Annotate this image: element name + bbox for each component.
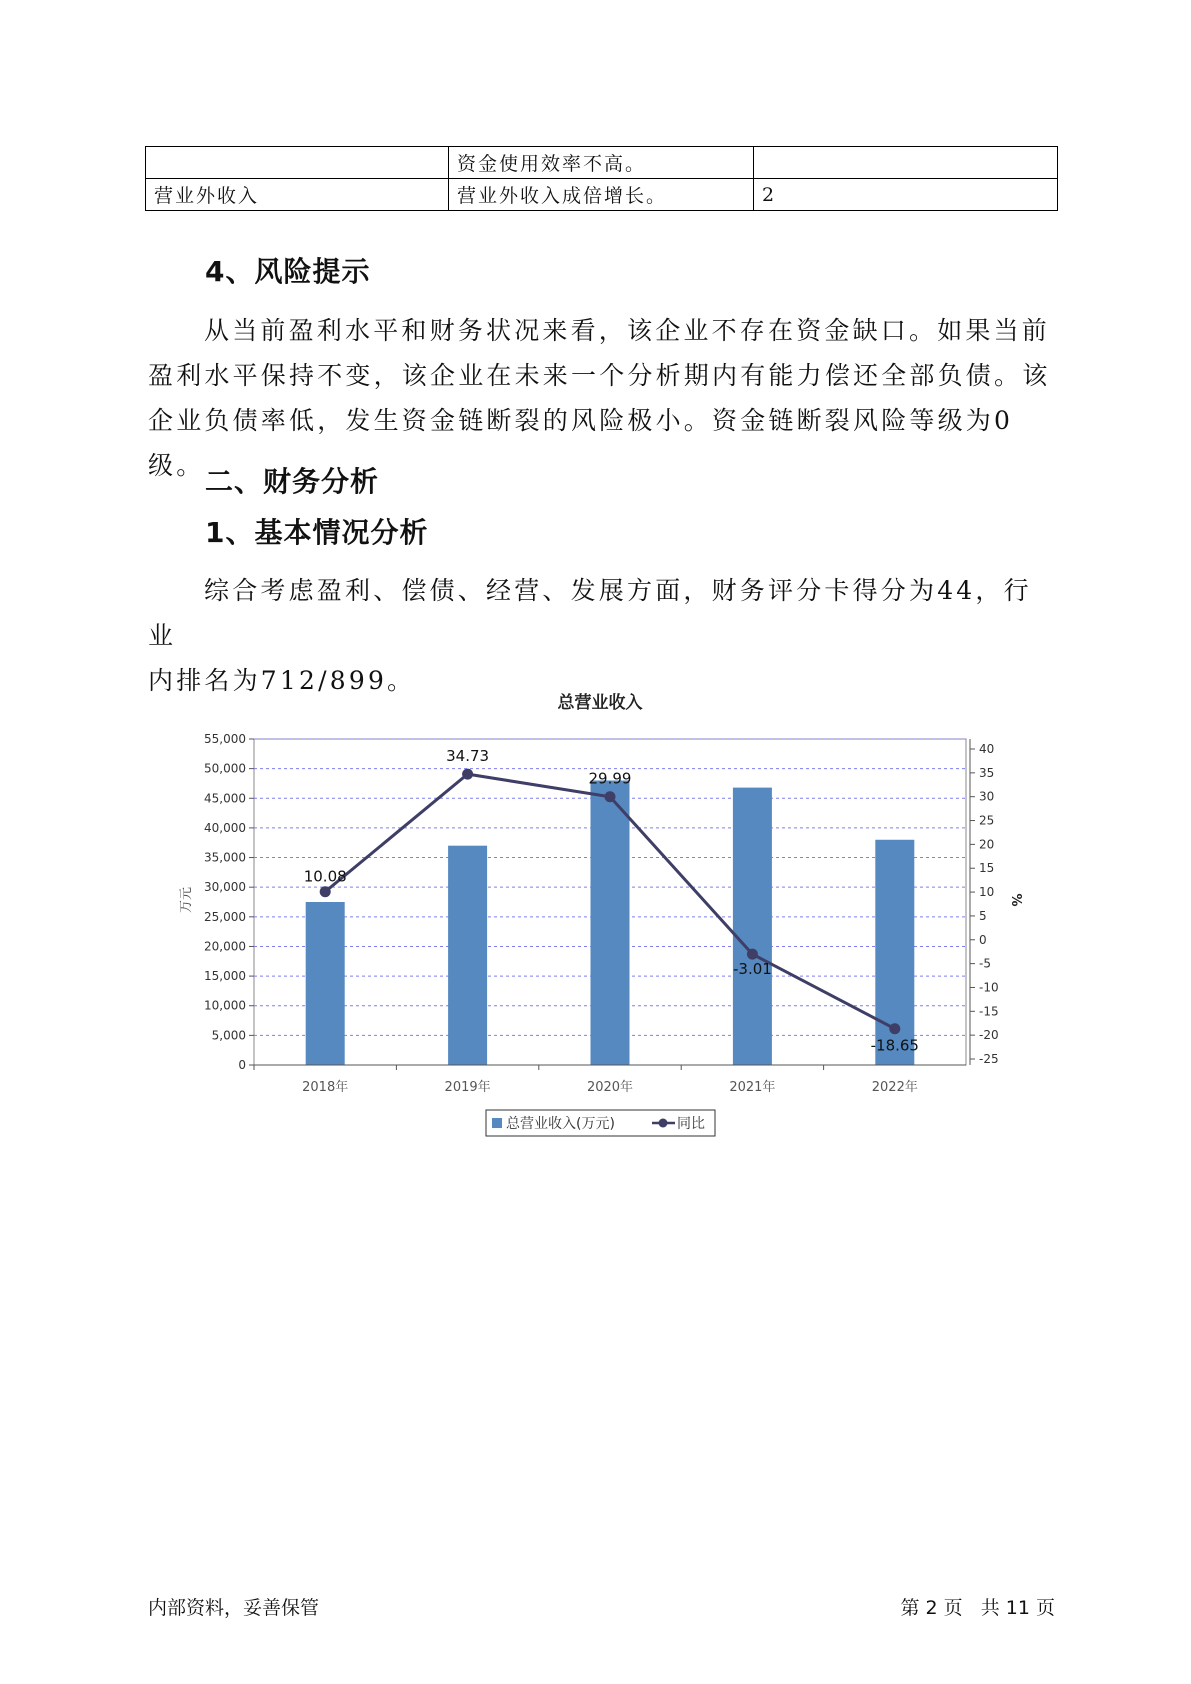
yoy-data-label: 34.73 xyxy=(446,747,490,766)
yoy-point xyxy=(605,791,616,802)
y2-tick-label: 5 xyxy=(979,908,987,923)
x-tick-label: 2019年 xyxy=(444,1080,491,1095)
chart-title: 总营业收入 xyxy=(557,693,643,713)
sub-heading-basic: 1、基本情况分析 xyxy=(205,516,429,549)
paragraph-line: 内排名为712/899。 xyxy=(148,666,416,695)
table-cell: 营业外收入 xyxy=(146,179,449,211)
yoy-point xyxy=(320,886,331,897)
x-tick-label: 2022年 xyxy=(871,1080,918,1095)
chart-legend xyxy=(486,1110,715,1136)
section-heading-risk: 4、风险提示 xyxy=(205,255,371,288)
yoy-point xyxy=(747,949,758,960)
bar-2021年 xyxy=(733,788,772,1065)
paragraph-line: 从当前盈利水平和财务状况来看，该企业不存在资金缺口。如果当前 xyxy=(204,316,1051,345)
y-tick-label: 55,000 xyxy=(204,732,246,746)
y-axis-label: 万元 xyxy=(179,886,194,914)
bar-2019年 xyxy=(448,846,487,1065)
y-tick-label: 10,000 xyxy=(204,998,246,1013)
yoy-data-label: 29.99 xyxy=(588,769,632,788)
yoy-data-label: 10.08 xyxy=(303,867,347,886)
legend-line-marker xyxy=(659,1119,668,1128)
table-cell: 资金使用效率不高。 xyxy=(449,147,754,179)
paragraph-line: 综合考虑盈利、偿债、经营、发展方面，财务评分卡得分为44，行业 xyxy=(148,576,1032,650)
y-tick-label: 40,000 xyxy=(204,820,246,835)
y2-tick-label: 15 xyxy=(979,861,995,876)
y2-tick-label: -20 xyxy=(979,1028,999,1043)
footer-page-number: 第 2 页 共 11 页 xyxy=(900,1597,1055,1619)
y2-tick-label: 35 xyxy=(979,765,995,780)
yoy-data-label: -3.01 xyxy=(732,960,772,979)
yoy-point xyxy=(889,1023,900,1034)
x-tick-label: 2020年 xyxy=(586,1080,634,1095)
legend-item-revenue: 总营业收入(万元) xyxy=(506,1116,615,1132)
y-tick-label: 20,000 xyxy=(204,939,246,954)
yoy-data-label: -18.65 xyxy=(870,1036,919,1055)
y2-tick-label: 0 xyxy=(979,932,987,947)
bar-2020年 xyxy=(591,780,630,1065)
section-heading-finance: 二、财务分析 xyxy=(205,465,380,498)
legend-bar-swatch xyxy=(492,1118,502,1128)
y-tick-label: 0 xyxy=(238,1058,246,1072)
bar-2018年 xyxy=(306,902,345,1065)
y2-tick-label: -15 xyxy=(979,1004,999,1019)
legend-item-yoy: 同比 xyxy=(677,1116,705,1132)
y2-tick-label: -10 xyxy=(979,980,999,995)
y2-tick-label: 10 xyxy=(979,885,995,900)
yoy-point xyxy=(462,769,473,780)
table-cell: 2 xyxy=(754,179,1058,211)
paragraph-line: 盈利水平保持不变，该企业在未来一个分析期内有能力偿还全部负债。该 xyxy=(148,361,1051,390)
y2-tick-label: 30 xyxy=(979,789,995,804)
y2-tick-label: 40 xyxy=(979,742,995,756)
y-tick-label: 30,000 xyxy=(204,880,246,895)
x-tick-label: 2018年 xyxy=(302,1080,349,1095)
y-tick-label: 35,000 xyxy=(204,850,246,865)
table-cell: 营业外收入成倍增长。 xyxy=(449,179,754,211)
footer-left: 内部资料，妥善保管 xyxy=(148,1597,320,1619)
paragraph-line: 企业负债率低，发生资金链断裂的风险极小。资金链断裂风险等级为0级。 xyxy=(148,406,1014,480)
x-tick-label: 2021年 xyxy=(729,1080,776,1095)
y2-tick-label: -25 xyxy=(979,1052,999,1066)
y-tick-label: 5,000 xyxy=(211,1028,246,1043)
y2-tick-label: 25 xyxy=(979,813,995,828)
y2-tick-label: 20 xyxy=(979,837,995,852)
y2-tick-label: -5 xyxy=(979,956,991,971)
y-tick-label: 25,000 xyxy=(204,909,246,924)
y2-axis-label: % xyxy=(1008,893,1023,907)
y-tick-label: 15,000 xyxy=(204,969,246,984)
y-tick-label: 45,000 xyxy=(204,791,246,806)
y-tick-label: 50,000 xyxy=(204,761,246,776)
